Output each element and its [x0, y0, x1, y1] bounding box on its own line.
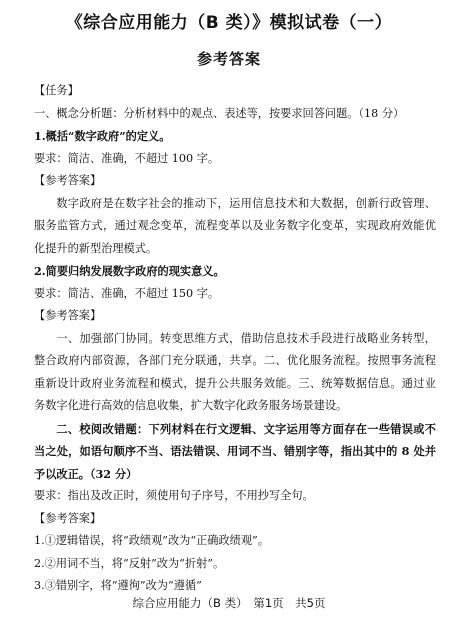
section2-reference-label: 【参考答案】: [34, 511, 102, 525]
question1-reference-label: 【参考答案】: [34, 174, 102, 187]
question1-requirement: 要求：简洁、准确，不超过 100 字。: [34, 151, 220, 165]
question2-heading: 2.简要归纳发展数字政府的现实意义。: [34, 264, 225, 278]
section2-answer-item: 2.②用词不当，将“反射”改为“折射”。: [34, 556, 225, 570]
question2-requirement: 要求：简洁、准确，不超过 150 字。: [34, 286, 220, 300]
task-label: 【任务】: [34, 84, 79, 97]
document-title: 《综合应用能力（B 类）》模拟试卷（一）: [65, 13, 393, 33]
question1-heading: 1.概括“数字政府”的定义。: [34, 129, 171, 143]
section2-requirement: 要求：指出及改正时，须使用句子序号，不用抄写全句。: [34, 489, 314, 502]
question2-answer: 一、加强部门协同。转变思维方式，借助信息技术手段进行战略业务转型，整合政府内部资源，各部门充分联通，共享。二、优化服务流程。按照事务流程重新设计政府业务流程和模式，提升公共服务效能。三、统筹数据信息。通过业务数字化进行高效的信息收集，扩大数字化政务服务场景建设。: [34, 331, 436, 412]
section1-heading: 一、概念分析题：分析材料中的观点、表述等，按要求回答问题。（18 分）: [34, 106, 405, 120]
document-body: [34, 80, 436, 598]
page-footer: 综合应用能力（B 类） 第1页 共5页: [132, 596, 326, 610]
section2-answer-item: 3.③错别字，将“遵徇”改为“遵循”: [34, 579, 202, 592]
question1-answer: 数字政府是在数字社会的推动下，运用信息技术和大数据，创新行政管理、服务监管方式，通过观念变革，流程变革以及业务数字化变革，实现政府效能优化提升的新型治理模式。: [34, 196, 436, 255]
section2-heading: 二、校阅改错题：下列材料在行文逻辑、文字运用等方面存在一些错误或不当之处，如语句顺序不当、语法错误、用词不当、错别字等，指出其中的 8 处并予以改正。（32 分）: [34, 421, 436, 481]
question2-reference-label: 【参考答案】: [34, 309, 102, 322]
section2-answer-item: 1.①逻辑错误，将“政绩观”改为“正确政绩观”。: [34, 534, 269, 547]
document-subtitle: 参考答案: [196, 50, 261, 68]
